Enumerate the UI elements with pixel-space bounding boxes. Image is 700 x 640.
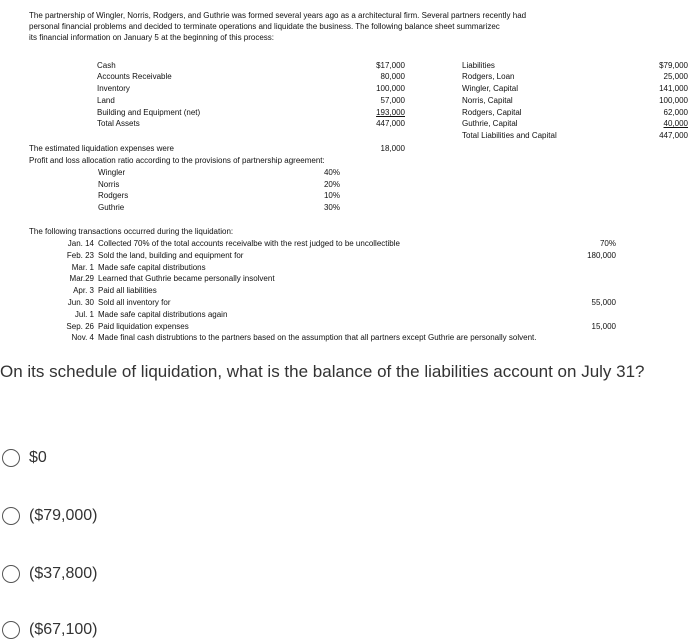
liability-label: Total Liabilities and Capital (462, 131, 557, 140)
transaction-date: Jul. 1 (74, 310, 94, 319)
transaction-date: Nov. 4 (71, 333, 94, 342)
transaction-desc: Made final cash distrubtions to the partners based on the assumption that all partners except Guthrie are personally solvent. (98, 333, 537, 342)
answer-option-3[interactable] (0, 564, 98, 584)
asset-label: Accounts Receivable (97, 72, 172, 81)
liability-label: Guthrie, Capital (462, 119, 518, 128)
liability-label: Norris, Capital (462, 96, 513, 105)
transaction-date: Mar.29 (69, 274, 94, 283)
asset-value: 447,000 (376, 119, 405, 128)
ratio-partner: Guthrie (98, 203, 125, 212)
asset-value: 193,000 (376, 108, 405, 117)
radio-button[interactable] (2, 507, 20, 525)
transaction-date: Apr. 3 (73, 286, 94, 295)
asset-label: Land (97, 96, 115, 105)
radio-button[interactable] (2, 565, 20, 583)
transaction-amount: 55,000 (591, 298, 616, 307)
answer-label: ($37,800) (29, 565, 98, 582)
liability-label: Rodgers, Capital (462, 108, 522, 117)
liability-label: Rodgers, Loan (462, 72, 515, 81)
ratio-pct: 20% (323, 180, 340, 189)
intro-line: its financial information on January 5 at the beginning of this process: (29, 33, 275, 42)
transaction-desc: Paid all liabilities (98, 286, 157, 295)
liability-value: 447,000 (659, 131, 688, 140)
transaction-desc: Made safe capital distributions (98, 263, 206, 272)
liability-value: 40,000 (663, 119, 688, 128)
intro-line: personal financial problems and decided to terminate operations and liquidate the business. The following balance sheet summarizec (29, 22, 500, 31)
transaction-desc: Made safe capital distributions again (98, 310, 228, 319)
transaction-amount: 70% (599, 239, 616, 248)
transaction-date: Jan. 14 (67, 239, 94, 248)
radio-button[interactable] (2, 449, 20, 467)
transaction-amount: 15,000 (591, 322, 616, 331)
transaction-amount: 180,000 (587, 251, 616, 260)
intro-paragraph (29, 10, 609, 43)
transaction-desc: Sold all inventory for (98, 298, 171, 307)
transaction-date: Sep. 26 (66, 322, 94, 331)
transaction-date: Feb. 23 (66, 251, 94, 260)
ratio-partner: Rodgers (98, 191, 129, 200)
liquidation-expenses-label: The estimated liquidation expenses were (29, 144, 174, 153)
ratio-pct: 30% (323, 203, 340, 212)
ratio-pct: 40% (323, 168, 340, 177)
asset-value: $17,000 (376, 61, 405, 70)
transaction-date: Mar. 1 (71, 263, 94, 272)
asset-label: Building and Equipment (net) (97, 108, 201, 117)
answer-option-2[interactable] (0, 506, 98, 526)
liability-value: 100,000 (659, 96, 688, 105)
liability-label: Wingler, Capital (462, 84, 519, 93)
liability-label: Liabilities (462, 61, 495, 70)
asset-label: Inventory (97, 84, 130, 93)
transaction-desc: Sold the land, building and equipment for (98, 251, 244, 260)
answer-label: ($67,100) (29, 621, 98, 638)
asset-label: Total Assets (97, 119, 140, 128)
answer-option-4[interactable] (0, 620, 98, 640)
liability-value: $79,000 (659, 61, 688, 70)
transaction-desc: Paid liquidation expenses (98, 322, 189, 331)
ratio-partner: Norris (98, 180, 120, 189)
transactions-heading: The following transactions occurred during the liquidation: (29, 227, 234, 236)
liability-value: 62,000 (663, 108, 688, 117)
transaction-desc: Collected 70% of the total accounts receivalbe with the rest judged to be uncollectible (98, 239, 400, 248)
transaction-date: Jun. 30 (67, 298, 94, 307)
answer-label: ($79,000) (29, 507, 98, 524)
radio-button[interactable] (2, 621, 20, 639)
intro-line: The partnership of Wingler, Norris, Rodgers, and Guthrie was formed several years ago as a architectural firm. Several partners recently had (29, 11, 527, 20)
liability-value: 25,000 (663, 72, 688, 81)
asset-value: 57,000 (380, 96, 405, 105)
answer-option-1[interactable] (0, 448, 47, 468)
transaction-desc: Learned that Guthrie became personally insolvent (98, 274, 275, 283)
ratio-heading: Profit and loss allocation ratio according to the provisions of partnership agreement: (29, 156, 325, 165)
ratio-partner: Wingler (98, 168, 126, 177)
asset-value: 80,000 (380, 72, 405, 81)
answer-label: $0 (29, 449, 47, 466)
asset-label: Cash (97, 61, 116, 70)
asset-value: 100,000 (376, 84, 405, 93)
liquidation-expenses-value: 18,000 (380, 144, 405, 153)
ratio-pct: 10% (323, 191, 340, 200)
liability-value: 141,000 (659, 84, 688, 93)
question-text: On its schedule of liquidation, what is the balance of the liabilities account on July 31? (0, 362, 645, 381)
